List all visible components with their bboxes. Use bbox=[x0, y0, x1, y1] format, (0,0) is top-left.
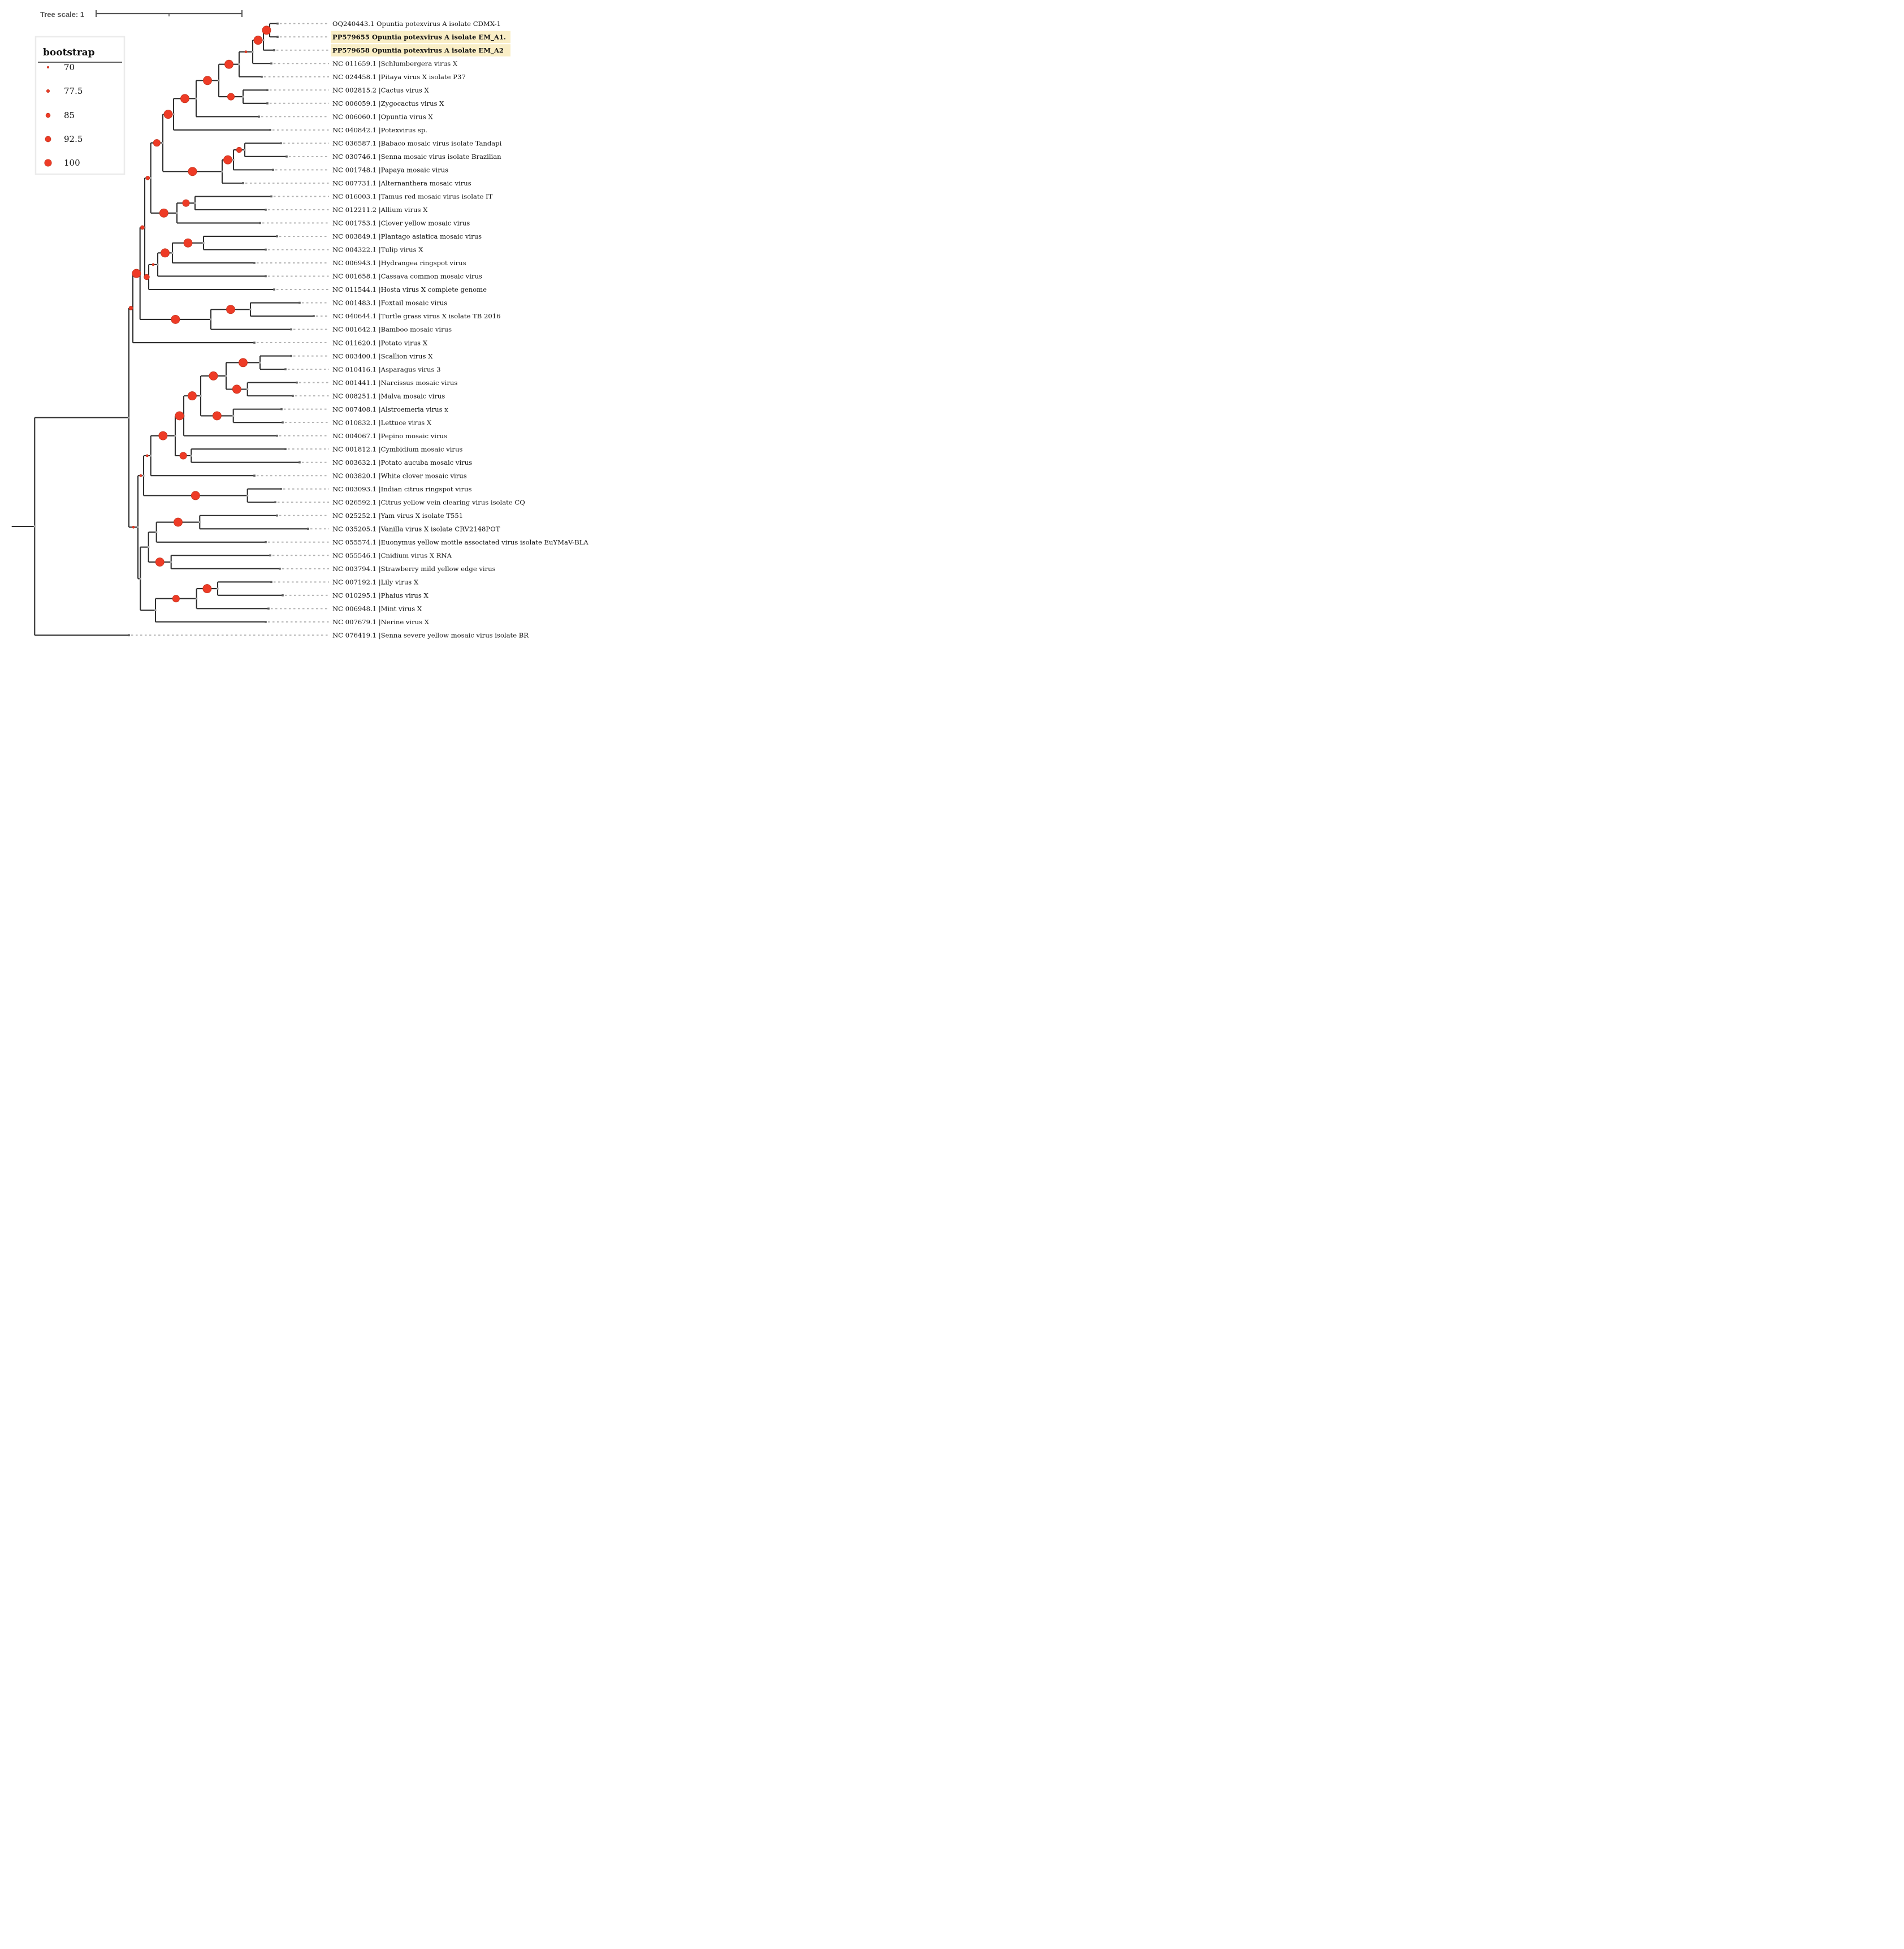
legend-bootstrap-value: 70 bbox=[64, 62, 75, 72]
taxon-label: NC 010416.1 |Asparagus virus 3 bbox=[332, 365, 441, 374]
bootstrap-circle bbox=[172, 595, 179, 602]
tree-canvas bbox=[0, 0, 635, 650]
taxon-label: NC 002815.2 |Cactus virus X bbox=[332, 86, 429, 94]
node-junction bbox=[170, 561, 172, 563]
node-junction bbox=[142, 475, 144, 477]
taxon-label: NC 001483.1 |Foxtail mosaic virus bbox=[332, 299, 448, 307]
taxon-label: NC 004067.1 |Pepino mosaic virus bbox=[332, 431, 447, 440]
bootstrap-circle bbox=[254, 36, 262, 45]
node-junction bbox=[176, 212, 178, 214]
tip-square bbox=[258, 116, 260, 118]
taxon-label: NC 036587.1 |Babaco mosaic virus isolate Tandapi bbox=[332, 139, 502, 148]
legend-bootstrap-circle bbox=[47, 66, 49, 68]
legend-bootstrap-value: 85 bbox=[64, 110, 75, 120]
bootstrap-circle bbox=[183, 200, 189, 206]
taxon-label: NC 035205.1 |Vanilla virus X isolate CRV2148POT bbox=[332, 525, 500, 533]
root-junction bbox=[34, 525, 36, 527]
taxon-label: NC 003400.1 |Scallion virus X bbox=[332, 352, 433, 360]
node-junction bbox=[128, 417, 129, 418]
tip-square bbox=[265, 209, 267, 211]
node-junction bbox=[238, 63, 240, 65]
tip-square bbox=[298, 461, 301, 464]
legend-bootstrap-value: 92.5 bbox=[64, 134, 83, 144]
tip-square bbox=[276, 23, 279, 25]
legend-bootstrap-circle bbox=[46, 89, 49, 92]
bootstrap-circle bbox=[226, 305, 235, 314]
taxon-label: NC 055546.1 |Cnidium virus X RNA bbox=[332, 551, 452, 560]
bootstrap-circle bbox=[129, 306, 133, 310]
node-junction bbox=[157, 263, 158, 265]
node-junction bbox=[262, 39, 264, 41]
bootstrap-circle bbox=[180, 452, 187, 459]
tip-square bbox=[266, 102, 269, 105]
tip-square bbox=[307, 528, 309, 530]
node-junction bbox=[200, 395, 201, 397]
tip-square bbox=[276, 515, 278, 517]
node-junction bbox=[174, 435, 176, 437]
node-junction bbox=[221, 171, 223, 172]
tip-square bbox=[128, 634, 130, 637]
tip-square bbox=[290, 355, 292, 357]
bootstrap-circle bbox=[209, 371, 218, 380]
bootstrap-circle bbox=[171, 315, 180, 323]
legend-bootstrap-circle bbox=[45, 159, 51, 166]
node-junction bbox=[225, 375, 227, 377]
bootstrap-circle bbox=[175, 412, 184, 420]
node-junction bbox=[140, 578, 141, 580]
tip-square bbox=[253, 342, 256, 344]
node-junction bbox=[171, 252, 173, 254]
bootstrap-circle bbox=[155, 558, 164, 567]
taxon-label: NC 001441.1 |Narcissus mosaic virus bbox=[332, 378, 458, 387]
tip-square bbox=[298, 302, 301, 304]
tip-square bbox=[253, 474, 256, 477]
taxon-label: OQ240443.1 Opuntia potexvirus A isolate CDMX-1 bbox=[332, 19, 501, 28]
bootstrap-circle bbox=[227, 93, 234, 100]
tip-square bbox=[270, 62, 272, 64]
node-junction bbox=[196, 598, 197, 599]
phylogenetic-tree-figure bbox=[0, 0, 635, 650]
taxon-label: NC 006059.1 |Zygocactus virus X bbox=[332, 99, 444, 107]
taxon-label: NC 007731.1 |Alternanthera mosaic virus bbox=[332, 179, 471, 188]
tip-square bbox=[265, 621, 267, 623]
node-junction bbox=[172, 113, 174, 115]
tip-square bbox=[274, 501, 276, 503]
node-junction bbox=[252, 51, 253, 53]
node-junction bbox=[137, 526, 139, 528]
taxon-label: NC 011620.1 |Potato virus X bbox=[332, 339, 427, 347]
bootstrap-circle bbox=[146, 455, 148, 457]
bootstrap-circle bbox=[223, 155, 232, 164]
taxon-label: NC 004322.1 |Tulip virus X bbox=[332, 245, 423, 254]
legend-bootstrap-value: 100 bbox=[64, 158, 80, 168]
node-junction bbox=[199, 521, 201, 523]
taxon-label: NC 006948.1 |Mint virus X bbox=[332, 604, 422, 613]
node-junction bbox=[232, 415, 234, 417]
tip-square bbox=[273, 288, 275, 291]
node-junction bbox=[244, 149, 245, 150]
bootstrap-circle bbox=[180, 94, 189, 103]
legend-title: bootstrap bbox=[43, 47, 95, 58]
node-junction bbox=[162, 142, 163, 144]
tip-square bbox=[313, 315, 315, 317]
node-junction bbox=[210, 318, 211, 320]
tip-square bbox=[265, 541, 267, 543]
taxon-label: NC 012211.2 |Allium virus X bbox=[332, 206, 428, 214]
bootstrap-circle bbox=[236, 147, 242, 153]
tip-square bbox=[284, 448, 287, 450]
taxon-label: NC 006060.1 |Opuntia virus X bbox=[332, 113, 433, 121]
tip-square bbox=[282, 421, 284, 423]
taxon-label: NC 001812.1 |Cymbidium mosaic virus bbox=[332, 445, 463, 453]
bootstrap-circle bbox=[153, 140, 160, 146]
bootstrap-circle bbox=[152, 263, 154, 266]
taxon-label: NC 025252.1 |Yam virus X isolate T551 bbox=[332, 511, 464, 520]
node-junction bbox=[150, 455, 152, 456]
taxon-label: NC 026592.1 |Citrus yellow vein clearing virus isolate CQ bbox=[332, 498, 525, 507]
bootstrap-circle bbox=[224, 60, 233, 68]
tip-square bbox=[279, 568, 281, 570]
taxon-label: NC 040842.1 |Potexvirus sp. bbox=[332, 126, 427, 135]
taxon-label: NC 001642.1 |Bamboo mosaic virus bbox=[332, 325, 452, 334]
bootstrap-circle bbox=[159, 431, 167, 440]
node-junction bbox=[194, 202, 196, 204]
taxon-label: NC 011659.1 |Schlumbergera virus X bbox=[332, 59, 458, 68]
node-junction bbox=[232, 159, 234, 161]
taxon-label: NC 016003.1 |Tamus red mosaic virus isolate IT bbox=[332, 192, 493, 201]
tip-square bbox=[269, 555, 271, 557]
bootstrap-circle bbox=[132, 526, 135, 528]
node-junction bbox=[242, 96, 244, 97]
taxon-label-layer bbox=[332, 20, 588, 639]
bootstrap-circle bbox=[161, 249, 169, 257]
node-junction bbox=[217, 587, 218, 589]
node-junction bbox=[155, 531, 157, 533]
bootstrap-circle bbox=[144, 274, 150, 280]
node-junction bbox=[246, 495, 248, 496]
bootstrap-circle bbox=[159, 209, 168, 217]
taxon-label: NC 003632.1 |Potato aucuba mosaic virus bbox=[332, 458, 473, 466]
taxon-label: NC 076419.1 |Senna severe yellow mosaic virus isolate BR bbox=[332, 631, 529, 639]
tip-square bbox=[270, 581, 272, 584]
taxon-label: NC 010832.1 |Lettuce virus X bbox=[332, 418, 432, 427]
tip-square bbox=[276, 36, 279, 38]
bootstrap-circle bbox=[239, 358, 247, 367]
node-junction bbox=[154, 610, 156, 611]
bootstrap-circle bbox=[146, 176, 150, 180]
tip-square bbox=[269, 129, 271, 131]
bootstrap-circle bbox=[232, 385, 241, 394]
tip-square bbox=[280, 408, 283, 410]
bootstrap-circle bbox=[140, 226, 144, 230]
taxon-label: NC 001748.1 |Papaya mosaic virus bbox=[332, 166, 449, 174]
tip-square bbox=[259, 222, 261, 224]
taxon-label: NC 007192.1 |Lily virus X bbox=[332, 578, 419, 586]
taxon-label: NC 007408.1 |Alstroemeria virus x bbox=[332, 405, 448, 413]
node-junction bbox=[195, 98, 197, 100]
bootstrap-circle bbox=[140, 474, 142, 477]
bootstrap-circle bbox=[132, 269, 141, 278]
tip-square bbox=[267, 608, 270, 610]
tip-square bbox=[280, 142, 282, 145]
tree-scale-label: Tree scale: 1 bbox=[40, 10, 85, 19]
bootstrap-circle bbox=[213, 412, 221, 420]
tip-square bbox=[282, 594, 284, 597]
taxon-label: NC 011544.1 |Hosta virus X complete genome bbox=[332, 286, 487, 294]
taxon-label: NC 008251.1 |Malva mosaic virus bbox=[332, 392, 445, 400]
tip-square bbox=[280, 488, 282, 490]
taxon-label: NC 010295.1 |Phaius virus X bbox=[332, 591, 429, 600]
bootstrap-circle bbox=[164, 110, 172, 119]
taxon-label: PP579655 Opuntia potexvirus A isolate EM_A1. bbox=[332, 33, 506, 41]
tip-square bbox=[266, 89, 269, 91]
taxon-label: NC 001753.1 |Clover yellow mosaic virus bbox=[332, 219, 470, 227]
taxon-label: NC 003849.1 |Plantago asiatica mosaic virus bbox=[332, 232, 482, 241]
tip-square bbox=[242, 182, 244, 184]
tip-square bbox=[290, 329, 292, 331]
taxon-label: NC 003820.1 |White clover mosaic virus bbox=[332, 472, 467, 480]
taxon-label: NC 030746.1 |Senna mosaic virus isolate Brazilian bbox=[332, 153, 501, 161]
node-junction bbox=[218, 80, 219, 81]
bootstrap-circle bbox=[203, 76, 211, 85]
tree-scale-bar bbox=[40, 10, 242, 19]
tip-square bbox=[272, 169, 274, 171]
tip-square bbox=[276, 235, 278, 237]
tip-square bbox=[265, 249, 267, 251]
taxon-label: NC 040644.1 |Turtle grass virus X isolate TB 2016 bbox=[332, 312, 501, 321]
node-junction bbox=[150, 177, 152, 179]
bootstrap-circle bbox=[262, 26, 271, 34]
tip-square bbox=[292, 395, 294, 397]
tip-square bbox=[273, 49, 275, 51]
tip-square bbox=[285, 155, 288, 158]
taxon-label: NC 007679.1 |Nerine virus X bbox=[332, 618, 430, 626]
bootstrap-circle bbox=[174, 518, 182, 526]
node-junction bbox=[148, 546, 149, 548]
tip-square bbox=[284, 368, 287, 370]
tip-square bbox=[276, 435, 278, 437]
bootstrap-circle bbox=[203, 585, 211, 593]
taxon-label: PP579658 Opuntia potexvirus A isolate EM_A2 bbox=[332, 46, 504, 54]
node-junction bbox=[249, 309, 251, 310]
bootstrap-circle bbox=[188, 392, 196, 400]
node-junction bbox=[246, 388, 248, 390]
bootstrap-circle bbox=[184, 239, 192, 247]
taxon-label: NC 055574.1 |Euonymus yellow mottle associated virus isolate EuYMaV-BLA bbox=[332, 538, 588, 546]
taxon-label: NC 006943.1 |Hydrangea ringspot virus bbox=[332, 259, 466, 267]
tip-square bbox=[253, 262, 256, 264]
node-junction bbox=[202, 242, 204, 244]
legend-bootstrap-value: 77.5 bbox=[64, 86, 83, 96]
tip-square bbox=[296, 382, 298, 384]
legend-bootstrap-circle bbox=[46, 113, 50, 118]
bootstrap-circle bbox=[245, 51, 247, 53]
bootstrap-circle bbox=[188, 167, 197, 176]
tip-square bbox=[265, 275, 267, 278]
bootstrap-legend bbox=[36, 37, 124, 174]
taxon-label: NC 001658.1 |Cassava common mosaic virus bbox=[332, 272, 482, 280]
taxon-label: NC 003093.1 |Indian citrus ringspot virus bbox=[332, 485, 472, 493]
tip-square bbox=[261, 76, 263, 78]
taxon-label: NC 003794.1 |Strawberry mild yellow edge virus bbox=[332, 565, 496, 573]
taxon-label: NC 024458.1 |Pitaya virus X isolate P37 bbox=[332, 72, 466, 81]
legend-bootstrap-circle bbox=[45, 136, 51, 142]
tip-square bbox=[270, 196, 272, 198]
node-junction bbox=[259, 362, 261, 364]
node-junction bbox=[191, 455, 192, 456]
bootstrap-circle bbox=[191, 491, 200, 500]
